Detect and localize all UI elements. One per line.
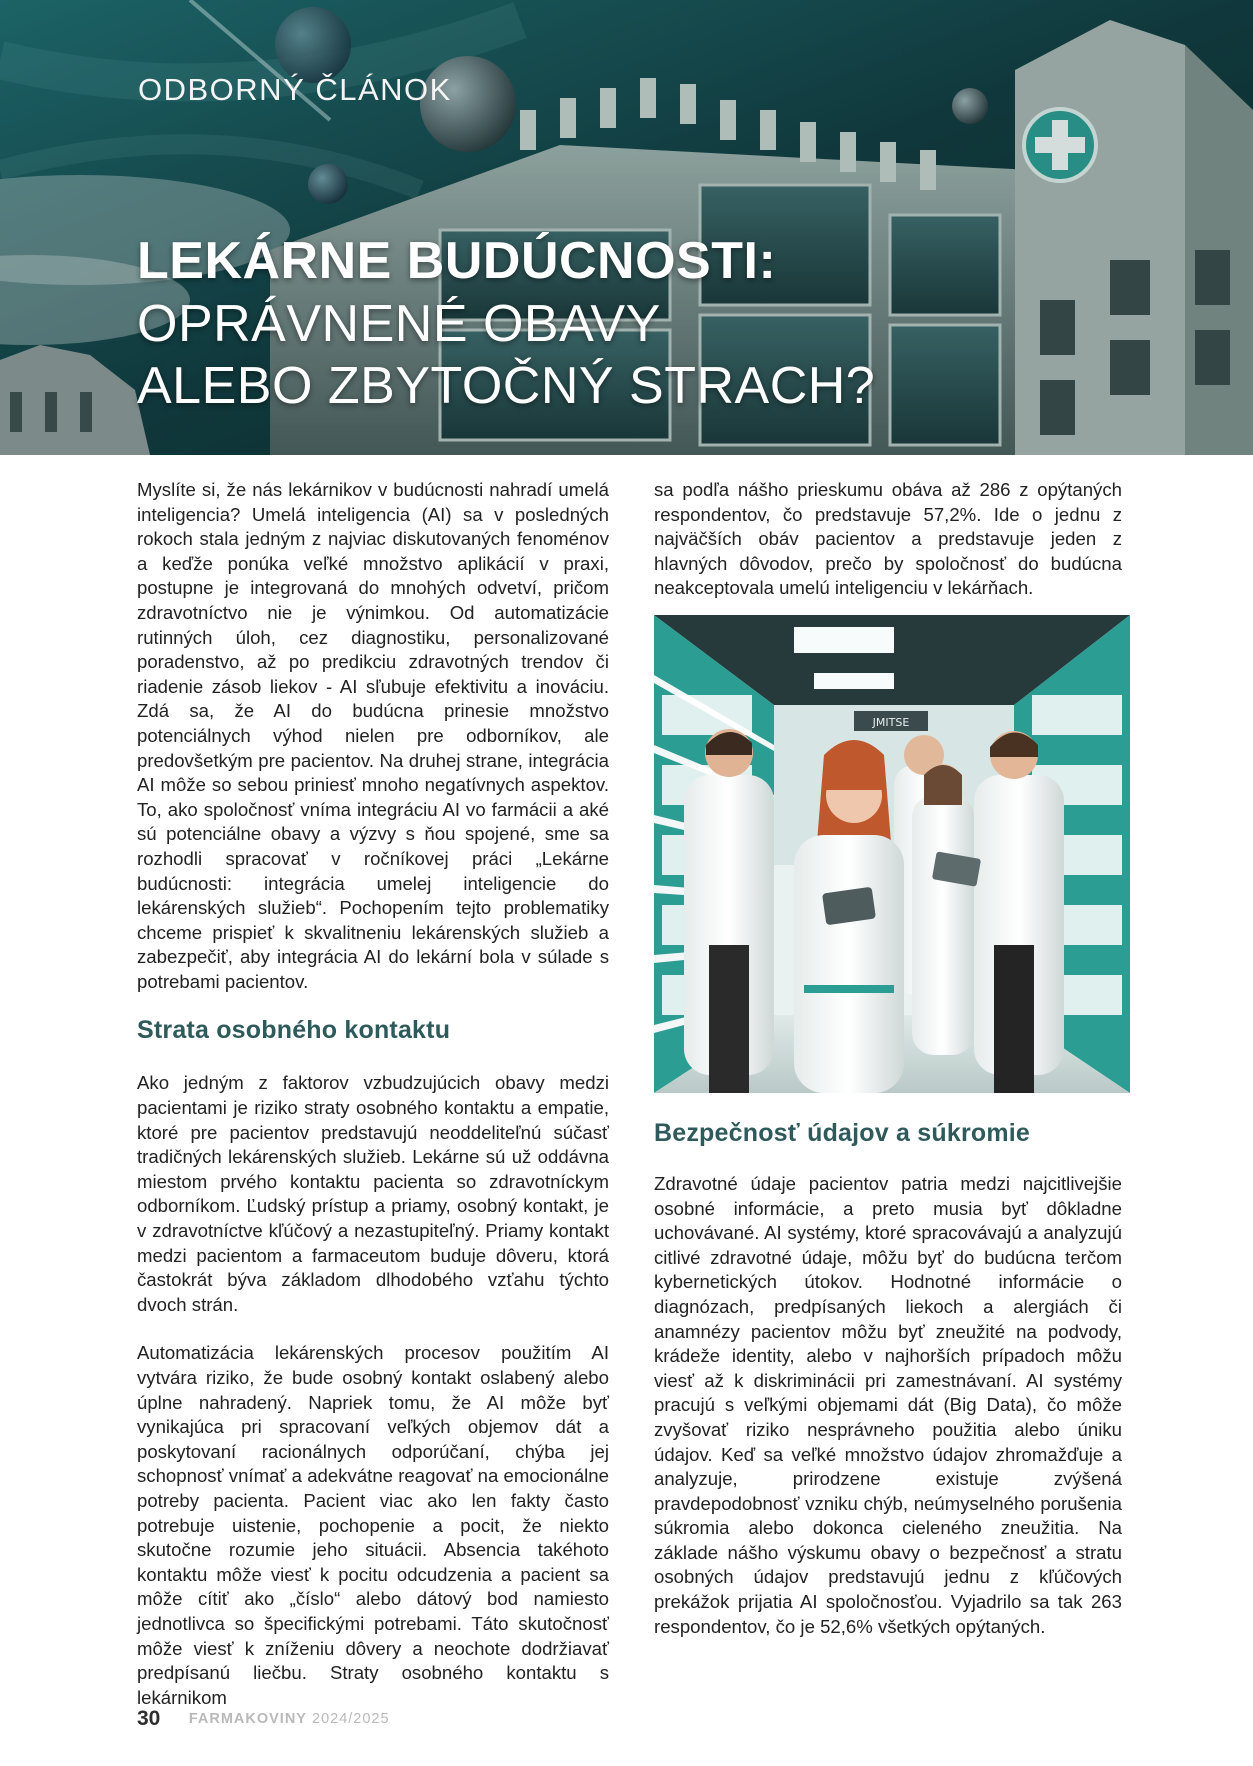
magazine-title: FARMAKOVINY [188,1711,307,1727]
section-heading-data-security: Bezpečnosť údajov a súkromie [654,1118,1031,1147]
shelf-sign: JMITSE [872,715,910,729]
article-title-line-3: ALEBO ZBYTOČNÝ STRACH? [137,357,876,415]
personal-contact-paragraph-2: Automatizácia lekárenských procesov použitím AI vytvára riziko, že bude osobný kontakt oslabený alebo úplne nahradený. Napriek tomu, že AI môže byť vynikajúca pri spracovaní veľkých objemov dát a poskytovaní racionálnych odporúčaní, chýba jej schopnosť vnímať a adekvátne reagovať na emocionálne potreby pacienta. Pacient viac ako len fakty často potrebuje uistenie, pochopenie a pocit, že niekto skutočne rozumie jeho situácii. Absencia takéhoto kontaktu môže viesť k pocitu odcudzenia a pacient sa môže cítiť ako „číslo“ alebo dátový bod namiesto jednotlivca so špecifickými potrebami. Táto skutočnosť môže viesť k zníženiu dôvery a neochote dodržiavať predpísanú liečbu. Straty osobného kontaktu s lekárnikom [137,1342,609,1708]
hero-banner [0,0,1253,455]
article-title-line-2: OPRÁVNENÉ OBAVY [137,295,661,353]
magazine-name [189,1711,390,1727]
pharmacy-illustration [654,615,1130,1093]
page-number: 30 [137,1707,161,1730]
intro-paragraph: Myslíte si, že nás lekárnikov v budúcnosti nahradí umelá inteligencia? Umelá inteligencia (AI) sa v posledných rokoch stala jedným z najviac diskutovaných fenoménov a keďže ponúka veľké množstvo aplikácií v praxi, postupne je integrovaná do mnohých odvetví, pričom zdravotníctvo nie je výnimkou. Od automatizácie rutinných úloh, cez diagnostiku, personalizované poradenstvo, až po predikciu zdravotných trendov či riadenie zásob liekov - AI sľubuje efektivitu a inováciu. Zdá sa, že AI do budúcna prinesie množstvo potenciálnych výhod nielen pre odborníkov, ale predovšetkým pre pacientov. Na druhej strane, integrácia AI môže so sebou priniesť mnoho negatívnych aspektov. To, ako spoločnosť vníma integráciu AI vo farmácii a aké sú potenciálne obavy a výzvy s ňou spojené, sme sa rozhodli spracovať v ročníkovej práci „Lekárne budúcnosti: integrácia umelej inteligencie do lekárenských služieb“. Pochopením tejto problematiky chceme prispieť k skvalitneniu lekárenských služieb a zabezpečiť, aby integrácia AI do lekární bola v súlade s potrebami pacientov. [137,479,609,992]
left-column [137,478,609,1710]
article-title-line-1: LEKÁRNE BUDÚCNOSTI: [137,232,777,290]
page-footer [137,1707,390,1731]
article-category: ODBORNÝ ČLÁNOK [138,72,452,107]
personal-contact-paragraph-1: Ako jedným z faktorov vzbudzujúcich obavy medzi pacientami je riziko straty osobného kontaktu a empatie, ktoré pre pacientov predstavujú neoddeliteľnú súčasť tradičných lekárenských služieb. Lekárne sú už oddávna miestom prvého kontaktu pacienta so zdravotníckym odborníkom. Ľudský prístup a priamy, osobný kontakt, je v zdravotníctve kľúčový a nezastupiteľný. Priamy kontakt medzi pacientom a farmaceutom buduje dôveru, ktorá častokrát býva základom dlhodobého vzťahu týchto dvoch strán. [137,1072,609,1315]
right-column [654,478,1122,1639]
pharmacists-photo [654,615,1130,1093]
magazine-year: 2024/2025 [312,1711,390,1727]
section-heading-personal-contact: Strata osobného kontaktu [137,1016,451,1045]
continuation-paragraph: sa podľa nášho prieskumu obáva až 286 z opýtaných respondentov, čo predstavuje 57,2%. Ide o jednu z najväčších obáv pacientov a predstavuje jeden z hlavných dôvodov, prečo by spoločnosť do budúcna neakceptovala umelú inteligenciu v lekárňach. [654,479,1122,599]
data-security-paragraph: Zdravotné údaje pacientov patria medzi najcitlivejšie osobné informácie, a preto musia byť dôkladne uchovávané. AI systémy, ktoré spracovávajú a analyzujú citlivé zdravotné údaje, môžu byť do budúcna terčom kybernetických útokov. Hodnotné informácie o diagnózach, predpísaných liekoch a alergiách či anamnézy pacientov môžu byť zneužité na podvody, krádeže identity, alebo v najhorších prípadoch môžu viesť až k diskriminácii pri zamestnávaní. AI systémy pracujú s veľkými objemami dát (Big Data), čo môže zvyšovať riziko nesprávneho použitia alebo úniku údajov. Keď sa veľké množstvo údajov zhromažďuje a analyzuje, prirodzene existuje zvýšená pravdepodobnosť vzniku chýb, neúmyselného porušenia súkromia alebo dokonca cieleného zneužitia. Na základe nášho výskumu obavy o bezpečnosť a stratu osobných údajov predstavujú jednu z kľúčových prekážok prijatia AI spoločnosťou. Vyjadrilo sa tak 263 respondentov, čo je 52,6% všetkých opýtaných. [654,1172,1122,1637]
